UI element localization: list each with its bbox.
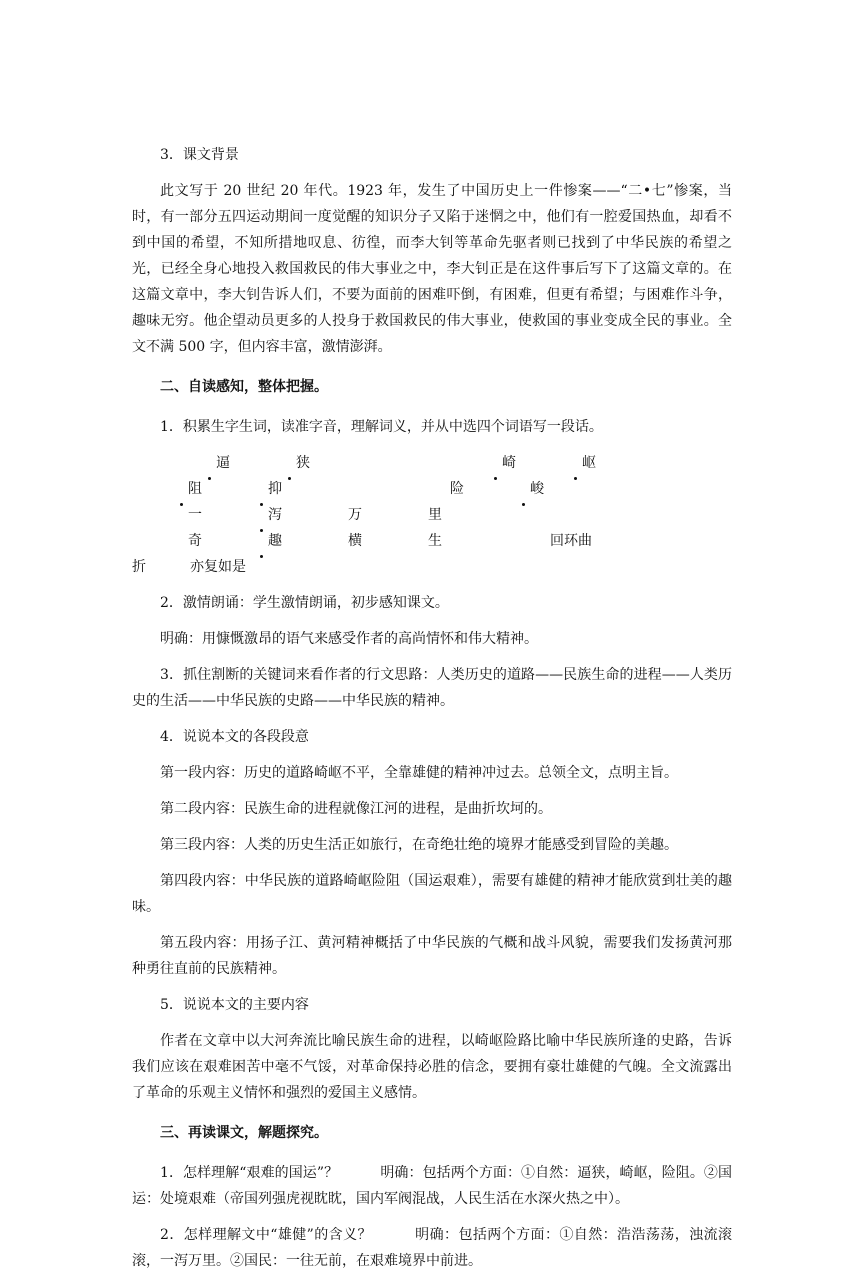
vocab-word: 回环曲 [550,533,592,549]
background-heading: 3．课文背景 [160,147,239,163]
para-1-summary: 第一段内容：历史的道路崎岖不平，全靠雄健的精神冲过去。总领全文，点明主旨。 [160,765,678,781]
item-4: 4．说说本文的各段段意 [160,729,309,745]
vocab-word: 亦复如是 [190,559,246,575]
item-1: 1．积累生字生词，读准字音，理解词义，并从中选四个词语写一段话。 [160,419,603,435]
item-2: 2．激情朗诵：学生激情朗诵，初步感知课文。 [160,595,449,611]
question-1: 1．怎样理解“艰难的国运”？ 明确：包括两个方面：①自然：逼狭，崎岖，险阻。②国运：处境艰难（帝国列强虎视眈眈，国内军阀混战，人民生活在水深火热之中）。 [132,1165,732,1207]
background-paragraph: 此文写于 20 世纪 20 年代。1923 年，发生了中国历史上一件惨案——“二•七”惨案，当时，有一部分五四运动期间一度觉醒的知识分子又陷于迷惘之中，他们有一腔爱国热血，却看不到中国的希望，不知所措地叹息、彷徨，而李大钊等革命先驱者则已找到了中华民族的希望之光，已经全身心地投入救国救民的伟大事业之中，李大钊正是在这件事后写下了这篇文章的。在这篇文章中，李大钊告诉人们，不要为面前的困难吓倒，有困难，但更有希望；与困难作斗争，趣味无穷。他企望动员更多的人投身于救国救民的伟大事业，使救国的事业变成全民的事业。全文不满 500 字，但内容丰富，激情澎湃。 [132,183,732,355]
vocab-list-cont [132,554,732,580]
section-three-heading: 三、再读课文，解题探究。 [160,1125,328,1141]
vocab-word: 险 峻 [394,476,582,502]
para-4-summary: 第四段内容：中华民族的道路崎岖险阻（国运艰难），需要有雄健的精神才能欣赏到壮美的趣味。 [132,873,732,915]
item-5-answer: 作者在文章中以大河奔流比喻民族生命的进程，以崎岖险路比喻中华民族所逢的史路，告诉我们应该在艰难困苦中毫不气馁，对革命保持必胜的信念，要拥有豪壮雄健的气魄。全文流露出了革命的乐观主义情怀和强烈的爱国主义感情。 [132,1033,732,1101]
vocab-word: 折 [132,559,146,575]
item-5: 5．说说本文的主要内容 [160,997,309,1013]
vocab-word: 逼 狭 [160,450,348,476]
item-3: 3．抓住割断的关键词来看作者的行文思路：人类历史的道路——民族生命的进程——人类历史的生活——中华民族的史路——中华民族的精神。 [132,667,732,709]
para-2-summary: 第二段内容：民族生命的进程就像江河的进程，是曲折坎坷的。 [160,801,552,817]
question-2: 2．怎样理解文中“雄健”的含义？ 明确：包括两个方面：①自然：浩浩荡荡，浊流滚滚，一泻万里。②国民：一往无前，在艰难境界中前进。 [132,1227,732,1269]
vocab-word: 崎 岖 [446,450,634,476]
document-page [132,142,732,1284]
section-two-heading: 二、自读感知，整体把握。 [160,379,328,395]
vocab-word: 阻 抑 [132,476,320,502]
para-5-summary: 第五段内容：用扬子江、黄河精神概括了中华民族的气概和战斗风貌，需要我们发扬黄河那种勇往直前的民族精神。 [132,935,732,977]
vocab-list [132,450,732,554]
para-3-summary: 第三段内容：人类的历史生活正如旅行，在奇绝壮绝的境界才能感受到冒险的美趣。 [160,837,678,853]
vocab-word: 奇 趣 横 生 [132,528,480,554]
vocab-word: 一 泻 万 里 [132,502,480,528]
item-2-answer: 明确：用慷慨激昂的语气来感受作者的高尚情怀和伟大精神。 [160,631,538,647]
